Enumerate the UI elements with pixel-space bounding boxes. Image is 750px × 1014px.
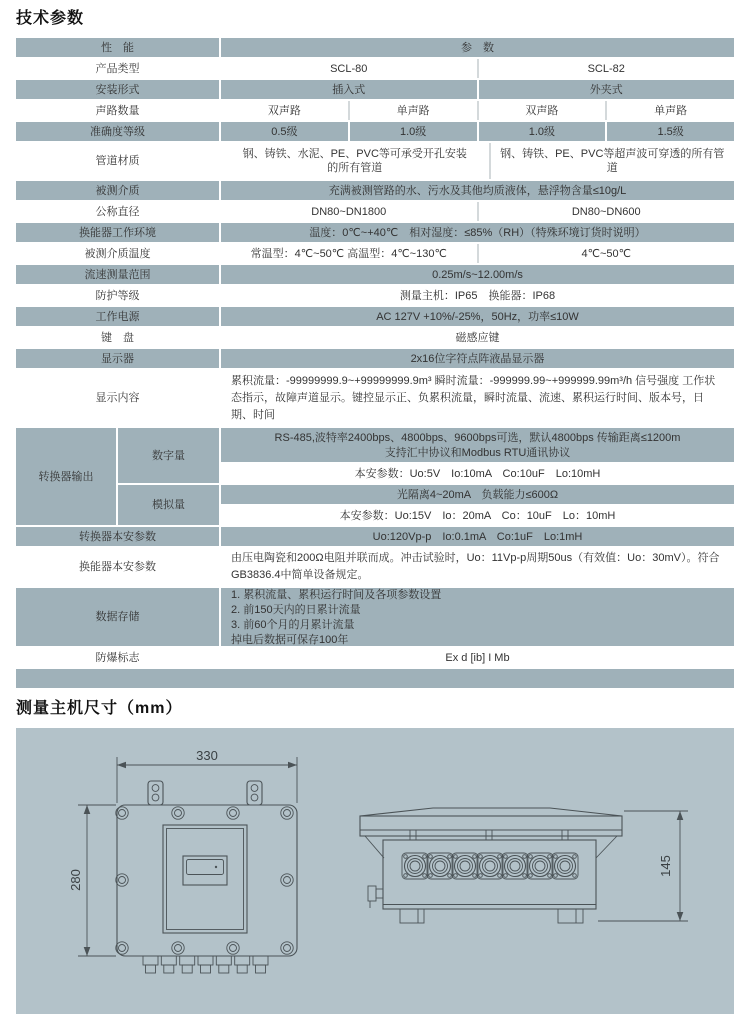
storage-line3: 3. 前60个月的月累计流量 <box>231 618 355 631</box>
dim-front-width <box>117 748 297 803</box>
cell-label: 键 盘 <box>16 328 219 347</box>
cell-value: 0.25m/s~12.00m/s <box>221 265 734 284</box>
cell-value: 1.5级 <box>607 122 734 141</box>
side-feet <box>400 909 583 923</box>
cell-value: 测量主机：IP65 换能器：IP68 <box>221 286 734 305</box>
side-top-plate <box>360 816 622 836</box>
cell-label: 公称直径 <box>16 202 219 221</box>
cell-digital-safety: 本安参数：Uo:5V Io:10mA Co:10uF Lo:10mH <box>221 464 734 483</box>
cell-scl80: SCL-80 <box>221 59 477 78</box>
cell-scl82: DN80~DN600 <box>479 202 735 221</box>
dim-side-height <box>598 811 688 921</box>
header-property: 性 能 <box>16 38 219 57</box>
cell-value: 2x16位字符点阵液晶显示器 <box>221 349 734 368</box>
cell-scl80: 钢、铸铁、水泥、PE、PVC等可承受开孔安装的所有管道 <box>221 143 489 179</box>
row-pipe-material <box>16 143 734 179</box>
cell-value: 0.5级 <box>221 122 348 141</box>
cell-value: 累积流量：-99999999.9~+99999999.9m³ 瞬时流量：-999999.99~+999999.99m³/h 信号强度 工作状态指示，故障声道显示。键控显示正、负累积流量，瞬时流量、流速、累积运行时间、版本号，日期、时间 <box>221 370 734 426</box>
header-parameter: 参 数 <box>221 38 734 57</box>
row-footer-bar <box>16 669 734 688</box>
cell-value: 双声路 <box>221 101 348 120</box>
row-protection <box>16 286 734 305</box>
row-data-storage <box>16 588 734 646</box>
dim-label-330: 330 <box>196 748 218 763</box>
row-transducer-env <box>16 223 734 242</box>
row-product-type <box>16 59 734 78</box>
cell-label: 产品类型 <box>16 59 219 78</box>
dimensions-section-title: 测量主机尺寸（mm） <box>16 700 183 717</box>
row-power <box>16 307 734 326</box>
digital-line1: RS-485,波特率2400bps、4800bps、9600bps可选，默认4800bps 传输距离≤1200m <box>274 431 681 444</box>
cell-value: 双声路 <box>479 101 606 120</box>
inner-door-panel <box>163 825 247 933</box>
dim-label-145: 145 <box>658 855 673 877</box>
front-cable-glands <box>143 956 268 973</box>
cell-label: 被测介质 <box>16 181 219 200</box>
dimension-diagram-panel <box>16 728 734 1014</box>
converter-sub-labels <box>118 428 219 525</box>
table-footer-bar <box>16 669 734 688</box>
row-accuracy <box>16 122 734 141</box>
cell-scl82: 外夹式 <box>479 80 735 99</box>
row-explosion-mark <box>16 648 734 667</box>
cell-label: 防护等级 <box>16 286 219 305</box>
dim-label-280: 280 <box>68 869 83 891</box>
cell-label: 声路数量 <box>16 101 219 120</box>
cell-value: 1.0级 <box>350 122 477 141</box>
cell-analog-label: 模拟量 <box>118 485 219 525</box>
row-display-content <box>16 370 734 426</box>
right-wedge <box>596 836 617 858</box>
cell-label: 数据存储 <box>16 588 219 646</box>
dimension-drawing <box>16 728 734 1014</box>
cell-scl82: 钢、铸铁、PE、PVC等超声波可穿透的所有管道 <box>491 143 735 179</box>
cell-value: Uo:120Vp-p Io:0.1mA Co:1uF Lo:1mH <box>221 527 734 546</box>
cell-label: 换能器本安参数 <box>16 548 219 586</box>
cell-label: 被测介质温度 <box>16 244 219 263</box>
storage-line1: 1. 累积流量、累积运行时间及各项参数设置 <box>231 588 442 601</box>
mounting-tabs <box>148 781 262 805</box>
cell-label: 防爆标志 <box>16 648 219 667</box>
side-lid <box>360 808 622 816</box>
side-view <box>360 808 688 923</box>
cell-value <box>221 588 734 646</box>
cell-value: 单声路 <box>350 101 477 120</box>
cell-analog-safety: 本安参数：Uo:15V Io：20mA Co：10uF Lo：10mH <box>221 506 734 525</box>
cell-scl80: 插入式 <box>221 80 477 99</box>
cell-label: 换能器工作环境 <box>16 223 219 242</box>
cell-label: 显示器 <box>16 349 219 368</box>
row-nominal-diameter <box>16 202 734 221</box>
cell-scl80: 常温型：4℃~50℃ 高温型：4℃~130℃ <box>221 244 477 263</box>
display-window <box>183 856 227 885</box>
storage-line2: 2. 前150天内的日累计流量 <box>231 603 361 616</box>
cell-analog-desc: 光隔离4~20mA 负载能力≤600Ω <box>221 485 734 504</box>
side-cable-glands <box>402 853 578 879</box>
cell-digital-label: 数字量 <box>118 428 219 483</box>
cell-value: 单声路 <box>607 101 734 120</box>
cell-value: 磁感应键 <box>221 328 734 347</box>
cell-value: 温度：0℃~+40℃ 相对湿度：≤85%（RH）（特殊环境订货时说明） <box>221 223 734 242</box>
cell-value: 充满被测管路的水、污水及其他均质液体，悬浮物含量≤10g/L <box>221 181 734 200</box>
cell-value: AC 127V +10%/-25%，50Hz，功率≤10W <box>221 307 734 326</box>
cell-scl82: 4℃~50℃ <box>479 244 735 263</box>
gland-necks <box>410 830 568 840</box>
cell-scl80: DN80~DN1800 <box>221 202 477 221</box>
cell-label: 转换器输出 <box>16 428 116 525</box>
cell-label: 管道材质 <box>16 143 219 179</box>
digital-line2: 支持汇中协议和Modbus RTU通讯协议 <box>384 446 571 459</box>
row-medium-temp <box>16 244 734 263</box>
cell-label: 显示内容 <box>16 370 219 426</box>
row-sound-paths <box>16 101 734 120</box>
row-display <box>16 349 734 368</box>
cell-value: 由压电陶瓷和200Ω电阻并联而成。冲击试验时，Uo：11Vp-p周期50us（有效值：Uo：30mV）。符合GB3836.4中简单设备规定。 <box>221 548 734 586</box>
row-header <box>16 38 734 57</box>
row-transducer-safety <box>16 548 734 586</box>
side-connector-stub <box>368 886 383 908</box>
cell-label: 准确度等级 <box>16 122 219 141</box>
section-converter-output <box>16 428 734 525</box>
cell-scl82: SCL-82 <box>479 59 735 78</box>
specs-section-title: 技术参数 <box>16 10 85 27</box>
cell-label: 工作电源 <box>16 307 219 326</box>
row-medium <box>16 181 734 200</box>
converter-values <box>221 428 734 525</box>
row-install-type <box>16 80 734 99</box>
left-wedge <box>365 836 384 858</box>
cell-value: 1.0级 <box>479 122 606 141</box>
side-body <box>383 840 596 909</box>
front-view <box>68 748 297 973</box>
dim-front-height <box>68 805 116 956</box>
spec-table <box>16 38 734 688</box>
row-velocity-range <box>16 265 734 284</box>
cell-label: 安装形式 <box>16 80 219 99</box>
cell-digital-desc <box>221 428 734 462</box>
cell-label: 转换器本安参数 <box>16 527 219 546</box>
row-keypad <box>16 328 734 347</box>
row-converter-safety <box>16 527 734 546</box>
cell-value: Ex d [ib] I Mb <box>221 648 734 667</box>
storage-line4: 掉电后数据可保存100年 <box>231 633 349 646</box>
cell-label: 流速测量范围 <box>16 265 219 284</box>
